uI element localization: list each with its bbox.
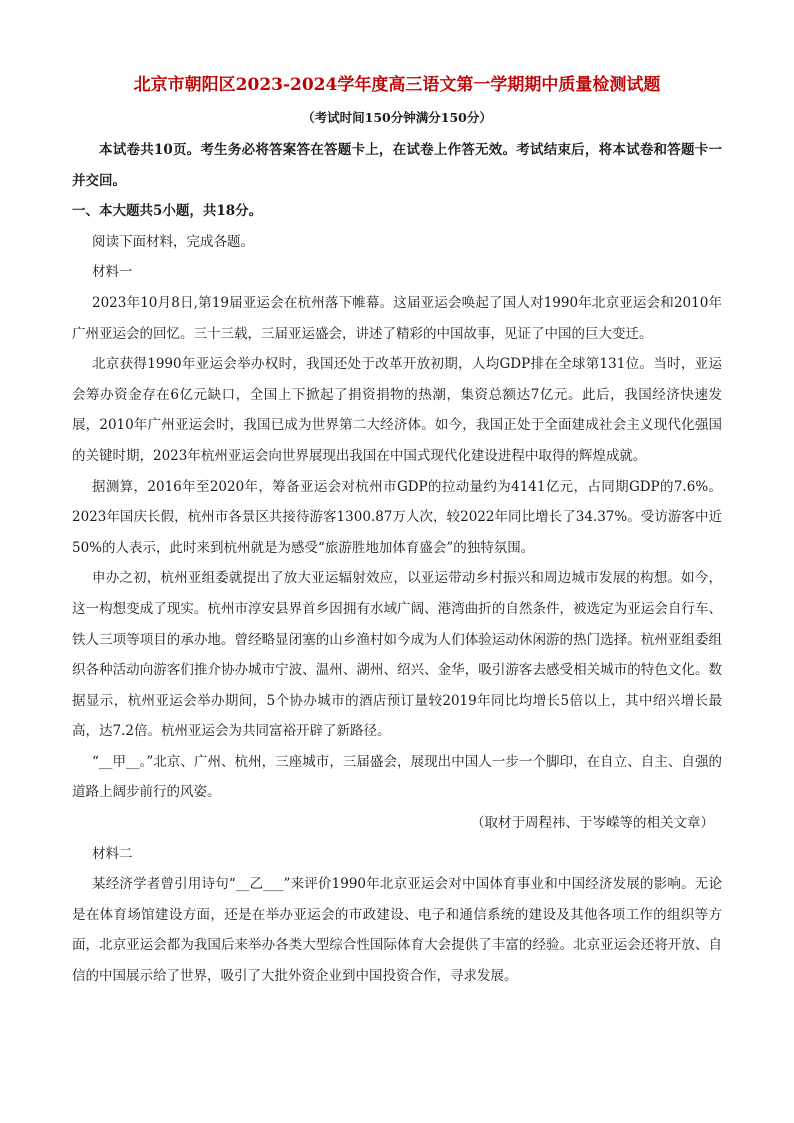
paragraph-text-rest: ”来评价1990年北京亚运会对中国体育事业和中国经济发展的影响。无论是在体育场馆建设方面，还是在举办亚运会的市政建设、电子和通信系统的建设及其他各项工作的组织等方面，北京亚运会都为我国后来举办各类大型综合性国际体育大会提供了丰富的经验。北京亚运会还将开放、自信的中国展示给了世界，吸引了大批外资企业到中国投资合作，寻求发展。 bbox=[72, 876, 722, 985]
exam-notice: 本试卷共10页。考生务必将答案答在答题卡上，在试卷上作答无效。考试结束后，将本试卷和答题卡一并交回。 bbox=[72, 142, 722, 189]
material2-label: 材料二 bbox=[92, 845, 133, 862]
paragraph-text-pre: 某经济学者曾引用诗句“ bbox=[92, 876, 236, 893]
material1-paragraph-4: 申办之初，杭州亚组委就提出了放大亚运辐射效应，以亚运带动乡村振兴和周边城市发展的构想。如今，这一构想变成了现实。杭州市淳安县界首乡因拥有水域广阔、港湾曲折的自然条件，被选定为亚运会自行车、铁人三项等项目的承办地。曾经略显闭塞的山乡渔村如今成为人们体验运动休闲游的热门选择。杭州亚组委组织各种活动向游客们推介协办城市宁波、温州、湖州、绍兴、金华，吸引游客去感受相关城市的特色文化。数据显示，杭州亚运会举办期间，5个协办城市的酒店预订量较2019年同比均增长5倍以上，其中绍兴增长最高，达7.2倍。杭州亚运会为共同富裕开辟了新路径。 bbox=[72, 570, 722, 740]
material1-paragraph-5 bbox=[72, 747, 722, 808]
exam-body bbox=[72, 135, 722, 992]
exam-title: 北京市朝阳区2023-2024学年度高三语文第一学期期中质量检测试题 bbox=[133, 75, 661, 95]
blank-yi: __乙___ bbox=[235, 876, 284, 893]
material1-label: 材料一 bbox=[92, 264, 133, 281]
material1-source: （取材于周程祎、于岑嵘等的相关文章） bbox=[471, 815, 714, 832]
exam-duration: （考试时间150分钟满分150分） bbox=[302, 110, 492, 125]
quote-open: “ bbox=[92, 753, 99, 770]
reading-instruction: 阅读下面材料，完成各题。 bbox=[92, 233, 254, 250]
material1-paragraph-3: 据测算，2016年至2020年，筹备亚运会对杭州市GDP的拉动量约为4141亿元，占同期GDP的7.6%。2023年国庆长假，杭州市各景区共接待游客1300.87万人次，较2022年同比增长了34.37%。受访游客中近50%的人表示，此时来到杭州就是为感受“旅游胜地加体育盛会”的独特氛围。 bbox=[72, 478, 722, 556]
material1-paragraph-2: 北京获得1990年亚运会举办权时，我国还处于改革开放初期，人均GDP排在全球第131位。当时，亚运会筹办资金存在6亿元缺口，全国上下掀起了捐资捐物的热潮，集资总额达7亿元。此后，我国经济快速发展，2010年广州亚运会时，我国已成为世界第二大经济体。如今，我国正处于全面建成社会主义现代化强国的关键时期，2023年杭州亚运会向世界展现出我国在中国式现代化建设进程中取得的辉煌成就。 bbox=[72, 356, 722, 464]
paragraph-5-text: 。”北京、广州、杭州，三座城市，三届盛会，展现出中国人一步一个脚印，在自立、自主、自强的道路上阔步前行的风姿。 bbox=[72, 753, 723, 801]
section-heading: 一、本大题共5小题，共18分。 bbox=[72, 203, 263, 220]
material2-paragraph-1 bbox=[72, 869, 722, 991]
blank-jia: __甲__ bbox=[98, 753, 140, 770]
material1-paragraph-1: 2023年10月8日,第19届亚运会在杭州落下帷幕。这届亚运会唤起了国人对1990年北京亚运会和2010年广州亚运会的回忆。三十三载，三届亚运盛会，讲述了精彩的中国故事，见证了中国的巨大变迁。 bbox=[72, 294, 722, 342]
